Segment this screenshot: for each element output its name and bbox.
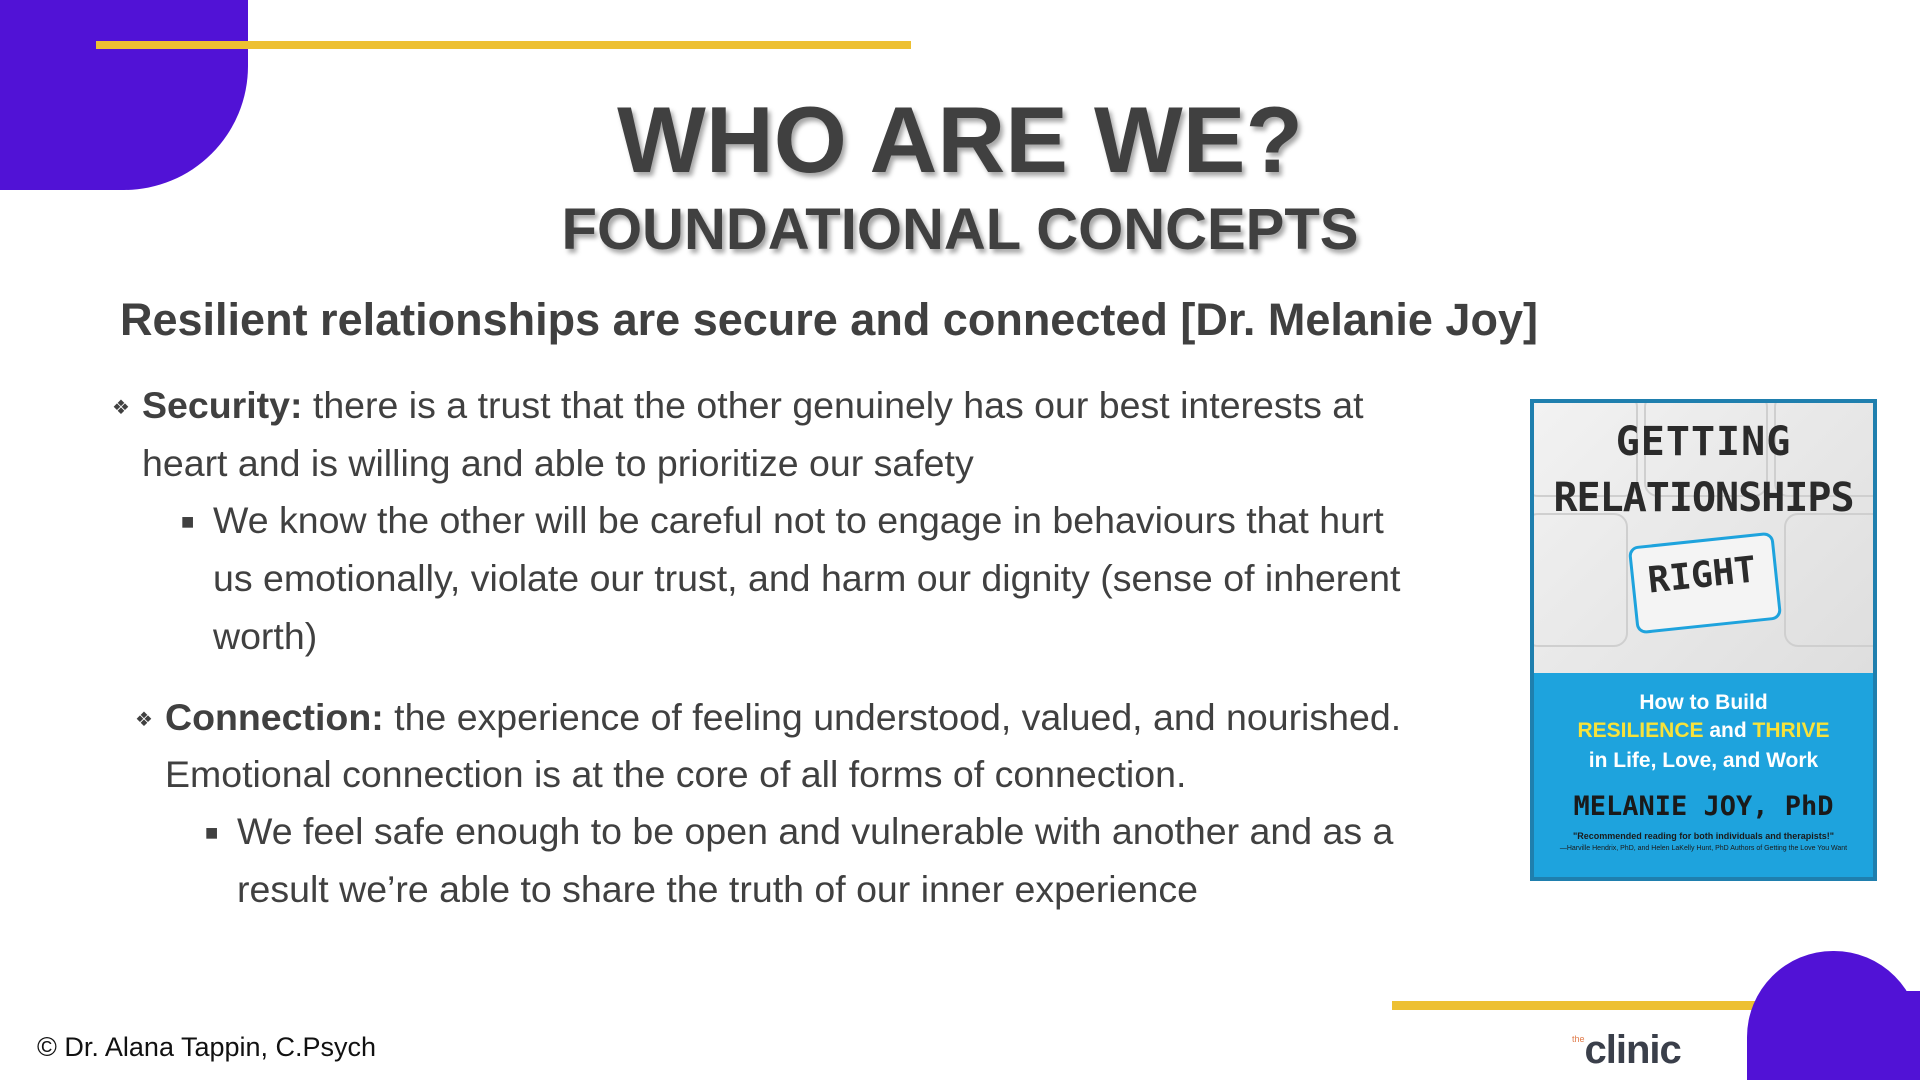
security-sub-line2: us emotionally, violate our trust, and harm our dignity (sense of inherent (213, 557, 1401, 599)
decorative-purple-shape-bottom-right (1747, 951, 1920, 1080)
square-bullet-icon: ■ (181, 509, 195, 534)
book-tagline-and: and (1703, 719, 1753, 742)
security-bullet-item (112, 376, 1364, 434)
slide-subtitle: FOUNDATIONAL CONCEPTS (561, 197, 1359, 262)
book-blurb: "Recommended reading for both individuals and therapists!" (1572, 831, 1835, 841)
clinic-logo (1572, 1028, 1681, 1073)
connection-sub-line1: We feel safe enough to be open and vulnerable with another and as a (237, 810, 1394, 852)
connection-text-line1: the experience of feeling understood, valued, and nourished. (383, 696, 1402, 738)
book-tagline-1: How to Build (1639, 691, 1768, 714)
logo-small-text: the (1572, 1034, 1585, 1044)
book-title-line2: RELATIONSHIPS (1553, 475, 1854, 521)
puzzle-background (1534, 403, 1873, 673)
section-heading: Resilient relationships are secure and connected [Dr. Melanie Joy] (120, 294, 1538, 345)
slide-title: WHO ARE WE? (617, 87, 1303, 192)
diamond-bullet-icon: ❖ (112, 397, 130, 419)
connection-sub-item (205, 802, 1394, 860)
security-sub-line3: worth) (213, 615, 318, 657)
connection-text-line2: Emotional connection is at the core of all forms of connection. (165, 753, 1187, 795)
connection-sub-line2: result we’re able to share the truth of our inner experience (237, 868, 1198, 910)
book-title-line1: GETTING (1615, 419, 1792, 465)
book-tagline-thrive: THRIVE (1752, 719, 1830, 742)
book-tagline-3: in Life, Love, and Work (1588, 749, 1819, 772)
copyright-text: © Dr. Alana Tappin, C.Psych (37, 1032, 377, 1062)
decorative-gold-bar-top (96, 41, 911, 49)
security-text-line2: heart and is willing and able to prioritize our safety (142, 442, 974, 484)
connection-bullet-item (135, 688, 1402, 746)
book-title-line3: RIGHT (1645, 549, 1759, 602)
security-label: Security: (142, 384, 303, 426)
diamond-bullet-icon: ❖ (135, 709, 153, 731)
book-cover-image (1530, 399, 1877, 881)
book-author: MELANIE JOY, PhD (1573, 791, 1834, 822)
connection-label: Connection: (165, 696, 384, 738)
security-sub-line1: We know the other will be careful not to engage in behaviours that hurt (213, 499, 1384, 541)
security-sub-item (181, 491, 1384, 549)
logo-name: clinic (1584, 1028, 1681, 1072)
security-text-line1: there is a trust that the other genuinely has our best interests at (302, 384, 1364, 426)
book-tagline-resilience: RESILIENCE (1577, 719, 1704, 742)
square-bullet-icon: ■ (205, 820, 219, 845)
book-blurb-credit: —Harville Hendrix, PhD, and Helen LaKelly Hunt, PhD Authors of Getting the Love You Want (1559, 845, 1848, 852)
book-tagline-2 (1534, 719, 1873, 743)
